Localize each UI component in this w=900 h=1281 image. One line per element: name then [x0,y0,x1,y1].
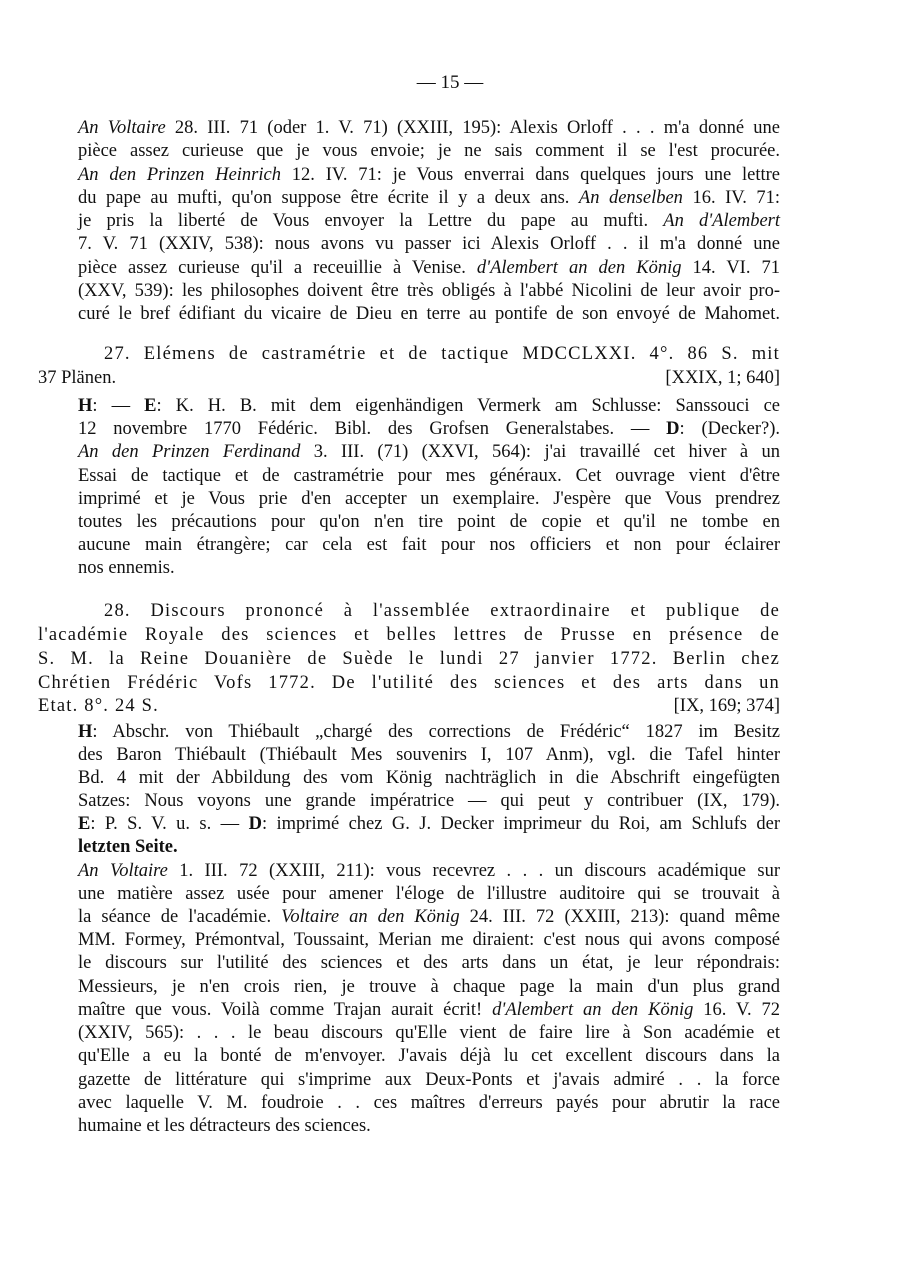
text-line: H: — E: K. H. B. mit dem eigenhändigen Vermerk am Schlusse: Sanssouci ce [78,396,780,416]
text-line: E: P. S. V. u. s. — D: imprimé chez G. J. Decker imprimeur du Roi, am Schlufs der [78,814,781,834]
entry-heading-27-cont: 37 Plänen. [XXIX, 1; 640] [38,368,780,388]
text-line: gazette de littérature qui s'imprime aux Deux-Ponts et j'avais admiré . . la force [78,1070,780,1090]
text-line: pièce assez curieuse que je vous envoie; je ne sais comment il se l'est procurée. [78,141,780,161]
text-line: H: Abschr. von Thiébault „chargé des corrections de Frédéric“ 1827 im Besitz [78,722,780,742]
page-number: — 15 — [416,72,484,93]
entry-heading-27: 27. Elémens de castramétrie et de tactique MDCCLXXI. 4°. 86 S. mit [104,344,780,364]
entry-heading-28: 28. Discours prononcé à l'assemblée extraordinaire et publique de [104,601,780,621]
text-line: (XXV, 539): les philosophes doivent être très obligés à l'abbé Nicolini de leur avoir pro- [78,281,780,301]
text-line: An den Prinzen Ferdinand 3. III. (71) (XXVI, 564): j'ai travaillé cet hiver à un [78,442,781,462]
text-line: (XXIV, 565): . . . le beau discours qu'Elle vient de faire lire à Son académie et [78,1023,780,1043]
text-line: je pris la liberté de Vous envoyer la Lettre du pape au mufti. An d'Alembert [78,211,780,231]
text-line: MM. Formey, Prémontval, Toussaint, Merian me diraient: c'est nous qui avons composé [78,930,780,950]
text-line: nos ennemis. [78,558,175,578]
text-line: le discours sur l'utilité des sciences et des arts dans un état, je leur répondrais: [78,953,780,973]
text-line: curé le bref édifiant du vicaire de Dieu en terre au pontife de son envoyé de Mahomet. [78,304,780,324]
text-line: An Voltaire 1. III. 72 (XXIII, 211): vous recevrez . . . un discours académique sur [78,861,780,881]
text-line: pièce assez curieuse qu'il a receuillie à Venise. d'Alembert an den König 14. VI. 71 [78,258,780,278]
entry-heading-28-cont: S. M. la Reine Douanière de Suède le lundi 27 janvier 1772. Berlin chez [38,649,780,669]
volume-reference: [XXIX, 1; 640] [665,368,780,388]
text-line: An Voltaire 28. III. 71 (oder 1. V. 71) (XXIII, 195): Alexis Orloff . . . m'a donné une [78,118,780,138]
text-line: une matière assez usée pour amener l'éloge de l'illustre auditoire qui se trouvait à [78,884,780,904]
entry-heading-28-cont: l'académie Royale des sciences et belles lettres de Prusse en présence de [38,625,780,645]
text-line: Messieurs, je n'en crois rien, je trouve à chaque page la main d'un plus grand [78,977,780,997]
text-line: Essai de tactique et de castramétrie pour mes généraux. Cet ouvrage vient d'être [78,466,780,486]
text-line: toutes les précautions pour qu'on n'en tire point de copie et qu'il ne tombe en [78,512,780,532]
text-line: letzten Seite. [78,837,178,857]
text-line: Satzes: Nous voyons une grande impératrice — qui peut y contribuer (IX, 179). [78,791,780,811]
entry-heading-28-cont: Etat. 8°. 24 S. [IX, 169; 374] [38,696,780,716]
text-line: An den Prinzen Heinrich 12. IV. 71: je Vous enverrai dans quelques jours une lettre [78,165,780,185]
text-line: 12 novembre 1770 Fédéric. Bibl. des Grofsen Generalstabes. — D: (Decker?). [78,419,781,439]
text-line: du pape au mufti, qu'on suppose être écrite il y a deux ans. An denselben 16. IV. 71: [78,188,780,208]
text-line: maître que vous. Voilà comme Trajan aurait écrit! d'Alembert an den König 16. V. 72 [78,1000,780,1020]
entry-heading-28-cont: Chrétien Frédéric Vofs 1772. De l'utilité des sciences et des arts dans un [38,673,780,693]
text-line: humaine et les détracteurs des sciences. [78,1116,371,1136]
text-line: des Baron Thiébault (Thiébault Mes souvenirs I, 107 Anm), vgl. die Tafel hinter [78,745,780,765]
text-line: aucune main étrangère; car cela est fait pour nos officiers et non pour éclairer [78,535,780,555]
text-line: la séance de l'académie. Voltaire an den König 24. III. 72 (XXIII, 213): quand même [78,907,781,927]
text-line: 7. V. 71 (XXIV, 538): nous avons vu passer ici Alexis Orloff . . il m'a donné une [78,234,780,254]
text-line: imprimé et je Vous prie d'en accepter un exemplaire. J'espère que Vous prendrez [78,489,780,509]
text-line: Bd. 4 mit der Abbildung des vom König nachträglich in die Abschrift eingefügten [78,768,780,788]
text-line: qu'Elle a eu la bonté de m'envoyer. J'avais déjà lu cet excellent discours dans la [78,1046,780,1066]
text-line: avec laquelle V. M. foudroie . . ces maîtres d'erreurs payés pour abrutir la race [78,1093,780,1113]
volume-reference: [IX, 169; 374] [673,696,780,716]
